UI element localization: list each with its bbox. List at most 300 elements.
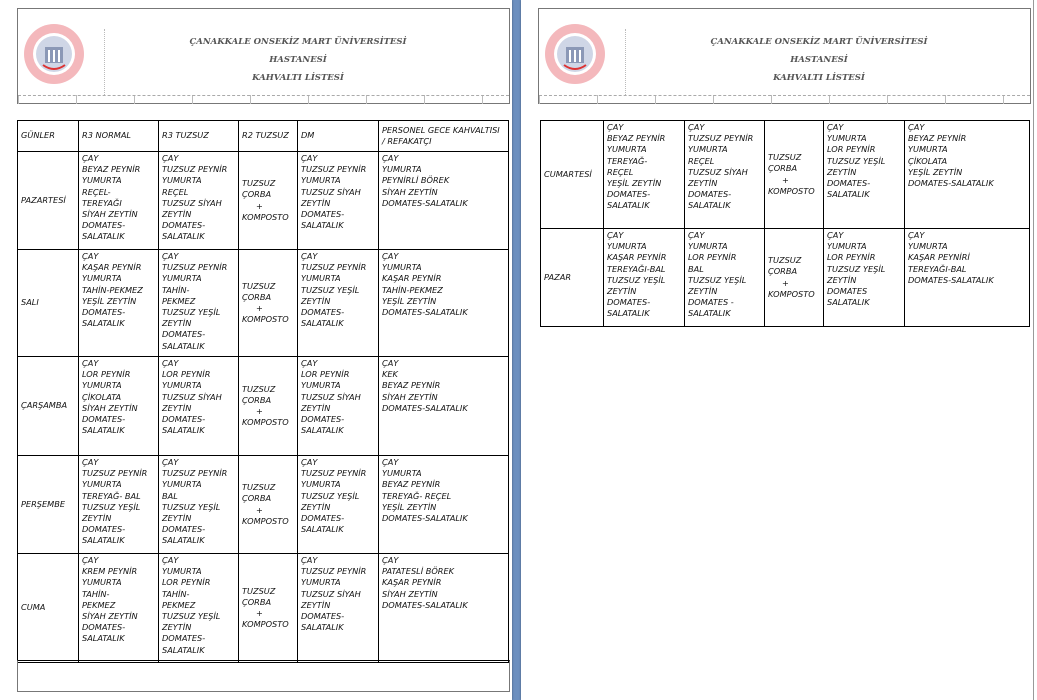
menu-item-line: YUMURTA bbox=[162, 566, 202, 577]
menu-item-line: ÇAY bbox=[382, 251, 399, 261]
col-header-dm: DM bbox=[298, 121, 379, 152]
personel-cell bbox=[379, 456, 509, 554]
r3-normal-cell bbox=[79, 456, 159, 554]
table-row bbox=[18, 152, 509, 250]
menu-item-line: TUZSUZ YEŞİL bbox=[82, 501, 141, 512]
menu-item-line: DOMATES- bbox=[82, 622, 126, 633]
menu-item-line: ZEYTİN bbox=[301, 599, 331, 610]
menu-item-line: ZEYTİN bbox=[162, 318, 192, 329]
day-cell: CUMARTESİ bbox=[541, 121, 604, 229]
page-header bbox=[538, 8, 1031, 104]
menu-item-line: ÇİKOLATA bbox=[908, 155, 948, 166]
menu-item-line: ZEYTİN bbox=[162, 402, 192, 413]
menu-item-line: DOMATES- bbox=[82, 524, 126, 535]
menu-item-line: SALATALIK bbox=[82, 318, 125, 329]
menu-item-line: BEYAZ PEYNİR bbox=[908, 133, 967, 144]
menu-item-line: YUMURTA bbox=[382, 164, 422, 175]
dm-cell bbox=[298, 152, 379, 250]
menu-item-line: SALATALIK bbox=[162, 644, 205, 655]
day-cell: CUMA bbox=[18, 554, 79, 663]
menu-item-line: ÇAY bbox=[688, 122, 705, 132]
menu-item-line: TUZSUZ YEŞİL bbox=[607, 274, 666, 285]
menu-item-line: BEYAZ PEYNİR bbox=[382, 380, 441, 391]
menu-item-line: ZEYTİN bbox=[301, 295, 331, 306]
menu-item-line: YUMURTA bbox=[827, 241, 867, 252]
menu-item-line: SİYAH ZEYTİN bbox=[382, 588, 438, 599]
menu-item-line: SALATALIK bbox=[162, 340, 205, 351]
menu-item-line: ZEYTİN bbox=[301, 197, 331, 208]
menu-item-line: ZEYTİN bbox=[162, 513, 192, 524]
r2-tuzsuz-cell bbox=[239, 456, 298, 554]
menu-item-line: ÇAY bbox=[162, 251, 179, 261]
menu-item-line: REÇEL- bbox=[82, 186, 111, 197]
menu-item-line: DOMATES bbox=[827, 286, 868, 297]
r3-tuzsuz-cell bbox=[159, 456, 239, 554]
r2-tuzsuz-cell bbox=[239, 357, 298, 456]
menu-item-line: YUMURTA bbox=[82, 175, 122, 186]
header-divider bbox=[625, 29, 626, 95]
menu-item-line: LOR PEYNİR bbox=[827, 252, 876, 263]
menu-item-line: DOMATES- bbox=[301, 611, 345, 622]
menu-item-line: DOMATES- bbox=[162, 633, 206, 644]
menu-item-line: TUZSUZ PEYNİR bbox=[301, 164, 367, 175]
menu-item-line: KOMPOSTO bbox=[242, 211, 289, 222]
menu-item-line: ÇAY bbox=[382, 457, 399, 467]
menu-item-line: ÇORBA bbox=[768, 163, 798, 174]
col-header-days: GÜNLER bbox=[18, 121, 79, 152]
col-header-r3-normal: R3 NORMAL bbox=[79, 121, 159, 152]
menu-item-line: YUMURTA bbox=[908, 241, 948, 252]
menu-item-line: TEREYAĞI-BAL bbox=[908, 263, 967, 274]
menu-item-line: YUMURTA bbox=[382, 468, 422, 479]
menu-item-line: TUZSUZ bbox=[242, 482, 276, 493]
menu-item-line: + bbox=[256, 200, 263, 211]
menu-item-line: DOMATES- bbox=[607, 189, 651, 200]
menu-item-line: ÇAY bbox=[688, 230, 705, 240]
menu-item-line: KOMPOSTO bbox=[242, 314, 289, 325]
menu-item-line: ZEYTİN bbox=[688, 286, 718, 297]
menu-item-line: LOR PEYNİR bbox=[688, 252, 737, 263]
menu-item-line: KOMPOSTO bbox=[242, 417, 289, 428]
menu-item-line: KOMPOSTO bbox=[242, 619, 289, 630]
menu-item-line: ÇAY bbox=[382, 555, 399, 565]
menu-item-line: BAL bbox=[162, 490, 178, 501]
menu-item-line: ÇAY bbox=[301, 555, 318, 565]
r3-tuzsuz-cell bbox=[685, 121, 765, 229]
menu-item-line: ÇAY bbox=[827, 230, 844, 240]
menu-item-line: TUZSUZ YEŞİL bbox=[162, 611, 221, 622]
menu-item-line: TUZSUZ YEŞİL bbox=[162, 307, 221, 318]
header-university: ÇANAKKALE ONSEKİZ MART ÜNİVERSİTESİ bbox=[189, 37, 407, 47]
menu-item-line: TAHİN-PEKMEZ bbox=[382, 284, 443, 295]
menu-item-line: YUMURTA bbox=[908, 144, 948, 155]
document-page-2 bbox=[521, 0, 1037, 700]
menu-item-line: SALATALIK bbox=[82, 425, 125, 436]
menu-item-line: YUMURTA bbox=[301, 175, 341, 186]
menu-item-line: DOMATES- bbox=[301, 307, 345, 318]
menu-item-line: TUZSUZ SİYAH bbox=[162, 197, 222, 208]
menu-item-line: ÇİKOLATA bbox=[82, 391, 122, 402]
menu-item-line: + bbox=[256, 504, 263, 515]
r2-tuzsuz-cell bbox=[239, 152, 298, 250]
page-edge bbox=[1033, 0, 1034, 700]
menu-item-line: KEK bbox=[382, 369, 398, 380]
menu-item-line: BEYAZ PEYNİR bbox=[382, 479, 441, 490]
menu-item-line: TUZSUZ bbox=[242, 178, 276, 189]
menu-item-line: DOMATES- bbox=[301, 209, 345, 220]
menu-item-line: YUMURTA bbox=[82, 479, 122, 490]
r3-normal-cell bbox=[79, 152, 159, 250]
menu-item-line: TUZSUZ YEŞİL bbox=[688, 274, 747, 285]
r3-normal-cell bbox=[79, 250, 159, 357]
menu-item-line: TUZSUZ PEYNİR bbox=[301, 262, 367, 273]
menu-item-line: SALATALIK bbox=[82, 231, 125, 242]
menu-item-line: ÇAY bbox=[162, 153, 179, 163]
menu-item-line: DOMATES- bbox=[688, 189, 732, 200]
menu-item-line: SALATALIK bbox=[162, 425, 205, 436]
menu-item-line: TUZSUZ SİYAH bbox=[301, 186, 361, 197]
menu-item-line: TEREYAĞ- REÇEL bbox=[382, 490, 452, 501]
menu-item-line: KAŞAR PEYNİR bbox=[382, 273, 442, 284]
r3-normal-cell bbox=[604, 229, 685, 327]
menu-item-line: ÇAY bbox=[162, 358, 179, 368]
menu-item-line: DOMATES-SALATALIK bbox=[382, 307, 468, 318]
menu-item-line: ZEYTİN bbox=[688, 178, 718, 189]
menu-item-line: SALATALIK bbox=[301, 220, 344, 231]
menu-item-line: ÇAY bbox=[162, 457, 179, 467]
menu-item-line: TUZSUZ YEŞİL bbox=[301, 284, 360, 295]
menu-item-line: DOMATES- bbox=[162, 220, 206, 231]
r3-tuzsuz-cell bbox=[159, 250, 239, 357]
r3-normal-cell bbox=[79, 554, 159, 663]
menu-item-line: ÇAY bbox=[162, 555, 179, 565]
menu-item-line: LOR PEYNİR bbox=[301, 369, 350, 380]
menu-item-line: YUMURTA bbox=[607, 241, 647, 252]
menu-item-line: YUMURTA bbox=[688, 144, 728, 155]
menu-item-line: TUZSUZ PEYNİR bbox=[301, 468, 367, 479]
menu-item-line: DOMATES-SALATALIK bbox=[908, 274, 994, 285]
menu-item-line: TUZSUZ YEŞİL bbox=[301, 490, 360, 501]
header-title bbox=[148, 33, 448, 87]
menu-item-line: + bbox=[256, 303, 263, 313]
menu-item-line: DOMATES- bbox=[301, 414, 345, 425]
menu-item-line: TUZSUZ SİYAH bbox=[301, 391, 361, 402]
header-list-title: KAHVALTI LİSTESİ bbox=[252, 73, 344, 83]
menu-item-line: KAŞAR PEYNİR bbox=[382, 577, 442, 588]
menu-item-line: DOMATES-SALATALIK bbox=[382, 402, 468, 413]
menu-item-line: YUMURTA bbox=[162, 273, 202, 284]
dm-cell bbox=[298, 250, 379, 357]
menu-item-line: TEREYAĞ- bbox=[607, 155, 648, 166]
r3-normal-cell bbox=[79, 357, 159, 456]
breakfast-table bbox=[17, 120, 509, 663]
menu-item-line: YUMURTA bbox=[82, 273, 122, 284]
menu-item-line: YEŞİL ZEYTİN bbox=[382, 501, 437, 512]
menu-item-line: ÇAY bbox=[82, 358, 99, 368]
r2-tuzsuz-cell bbox=[239, 554, 298, 663]
document-page-1 bbox=[0, 0, 512, 700]
menu-item-line: SALATALIK bbox=[162, 535, 205, 546]
menu-item-line: TUZSUZ SİYAH bbox=[162, 391, 222, 402]
menu-item-line: YEŞİL ZEYTİN bbox=[382, 295, 437, 306]
dm-cell bbox=[298, 456, 379, 554]
day-cell: PAZARTESİ bbox=[18, 152, 79, 250]
menu-item-line: ZEYTİN bbox=[162, 209, 192, 220]
menu-item-line: KOMPOSTO bbox=[768, 185, 815, 196]
menu-item-line: SALATALIK bbox=[301, 318, 344, 329]
header-list-title: KAHVALTI LİSTESİ bbox=[773, 73, 865, 83]
menu-item-line: TUZSUZ YEŞİL bbox=[162, 501, 221, 512]
menu-item-line: SALATALIK bbox=[827, 189, 870, 200]
page-footer-box bbox=[17, 660, 510, 692]
menu-item-line: TEREYAĞI bbox=[82, 197, 122, 208]
day-cell: SALI bbox=[18, 250, 79, 357]
menu-item-line: SALATALIK bbox=[607, 308, 650, 319]
menu-item-line: SALATALIK bbox=[301, 622, 344, 633]
r3-tuzsuz-cell bbox=[685, 229, 765, 327]
menu-item-line: SALATALIK bbox=[82, 535, 125, 546]
menu-item-line: ÇAY bbox=[301, 153, 318, 163]
menu-item-line: SALATALIK bbox=[301, 524, 344, 535]
menu-item-line: + bbox=[256, 608, 263, 618]
menu-item-line: LOR PEYNİR bbox=[82, 369, 131, 380]
menu-item-line: KOMPOSTO bbox=[768, 288, 815, 299]
menu-item-line: SİYAH ZEYTİN bbox=[82, 209, 138, 220]
menu-item-line: DOMATES- bbox=[162, 329, 206, 340]
university-logo bbox=[23, 23, 85, 85]
personel-cell bbox=[905, 229, 1030, 327]
menu-item-line: YEŞİL ZEYTİN bbox=[82, 295, 137, 306]
r3-normal-cell bbox=[604, 121, 685, 229]
day-cell: PAZAR bbox=[541, 229, 604, 327]
menu-item-line: ÇAY bbox=[301, 251, 318, 261]
menu-item-line: SİYAH ZEYTİN bbox=[382, 391, 438, 402]
menu-item-line: TEREYAĞI-BAL bbox=[607, 263, 666, 274]
page-header bbox=[17, 8, 510, 104]
menu-item-line: PEKMEZ bbox=[162, 295, 196, 306]
menu-item-line: TEREYAĞ- BAL bbox=[82, 490, 141, 501]
menu-item-line: YUMURTA bbox=[82, 577, 122, 588]
menu-item-line: ÇAY bbox=[382, 358, 399, 368]
menu-item-line: DOMATES-SALATALIK bbox=[382, 513, 468, 524]
menu-item-line: ÇAY bbox=[607, 122, 624, 132]
menu-item-line: YUMURTA bbox=[162, 175, 202, 186]
menu-item-line: DOMATES - bbox=[688, 297, 734, 308]
menu-item-line: SALATALIK bbox=[688, 308, 731, 319]
menu-item-line: TUZSUZ PEYNİR bbox=[162, 262, 228, 273]
menu-item-line: KOMPOSTO bbox=[242, 515, 289, 526]
menu-item-line: + bbox=[256, 406, 263, 416]
menu-item-line: ÇAY bbox=[301, 358, 318, 368]
menu-item-line: ZEYTİN bbox=[827, 166, 857, 177]
menu-item-line: PATATESLİ BÖREK bbox=[382, 566, 455, 577]
menu-item-line: TUZSUZ YEŞİL bbox=[827, 155, 886, 166]
r3-tuzsuz-cell bbox=[159, 357, 239, 456]
menu-item-line: ÇAY bbox=[82, 251, 99, 261]
personel-cell bbox=[379, 250, 509, 357]
menu-item-line: SALATALIK bbox=[827, 297, 870, 308]
menu-item-line: REÇEL bbox=[607, 166, 634, 177]
menu-item-line: DOMATES- bbox=[301, 513, 345, 524]
menu-item-line: YUMURTA bbox=[301, 273, 341, 284]
menu-item-line: + bbox=[782, 174, 789, 185]
menu-item-line: ÇORBA bbox=[768, 266, 798, 277]
menu-item-line: BEYAZ PEYNİR bbox=[607, 133, 666, 144]
menu-item-line: TUZSUZ bbox=[242, 383, 276, 394]
menu-item-line: ÇAY bbox=[82, 153, 99, 163]
menu-item-line: TUZSUZ PEYNİR bbox=[162, 468, 228, 479]
menu-item-line: YUMURTA bbox=[301, 380, 341, 391]
menu-item-line: SALATALIK bbox=[688, 200, 731, 211]
ruler-line bbox=[18, 95, 509, 104]
menu-item-line: DOMATES- bbox=[82, 220, 126, 231]
menu-item-line: ZEYTİN bbox=[301, 501, 331, 512]
personel-cell bbox=[379, 554, 509, 663]
menu-item-line: PEKMEZ bbox=[82, 599, 116, 610]
menu-item-line: ÇORBA bbox=[242, 189, 272, 200]
menu-item-line: ÇORBA bbox=[242, 596, 272, 607]
menu-item-line: TAHİN- bbox=[162, 588, 190, 599]
header-hospital: HASTANESİ bbox=[790, 55, 848, 65]
menu-item-line: YEŞİL ZEYTİN bbox=[908, 166, 963, 177]
menu-item-line: LOR PEYNİR bbox=[162, 369, 211, 380]
header-hospital: HASTANESİ bbox=[269, 55, 327, 65]
header-university: ÇANAKKALE ONSEKİZ MART ÜNİVERSİTESİ bbox=[710, 37, 928, 47]
menu-item-line: ÇAY bbox=[827, 122, 844, 132]
menu-item-line: ÇAY bbox=[908, 230, 925, 240]
menu-item-line: ZEYTİN bbox=[301, 402, 331, 413]
menu-item-line: KAŞAR PEYNİR bbox=[607, 252, 667, 263]
header-title bbox=[669, 33, 969, 87]
menu-item-line: YUMURTA bbox=[301, 577, 341, 588]
menu-item-line: ZEYTİN bbox=[82, 513, 112, 524]
menu-item-line: TUZSUZ YEŞİL bbox=[827, 263, 886, 274]
menu-item-line: TUZSUZ bbox=[242, 280, 276, 291]
header-divider bbox=[104, 29, 105, 95]
menu-item-line: TUZSUZ bbox=[768, 152, 802, 163]
table-row bbox=[541, 121, 1030, 229]
menu-item-line: KAŞAR PEYNİRİ bbox=[908, 252, 970, 263]
col-header-r2-tuzsuz: R2 TUZSUZ bbox=[239, 121, 298, 152]
r3-tuzsuz-cell bbox=[159, 152, 239, 250]
university-logo bbox=[544, 23, 606, 85]
menu-item-line: TUZSUZ bbox=[768, 255, 802, 266]
menu-item-line: YUMURTA bbox=[688, 241, 728, 252]
table-row bbox=[18, 554, 509, 663]
table-header-row bbox=[18, 121, 509, 152]
menu-item-line: DOMATES- bbox=[162, 414, 206, 425]
menu-item-line: KREM PEYNİR bbox=[82, 566, 138, 577]
menu-item-line: ÇAY bbox=[82, 555, 99, 565]
menu-item-line: DOMATES-SALATALIK bbox=[382, 599, 468, 610]
menu-item-line: YUMURTA bbox=[82, 380, 122, 391]
menu-item-line: YUMURTA bbox=[162, 380, 202, 391]
menu-item-line: YUMURTA bbox=[301, 479, 341, 490]
menu-item-line: SİYAH ZEYTİN bbox=[382, 186, 438, 197]
menu-item-line: ZEYTİN bbox=[162, 622, 192, 633]
menu-item-line: TUZSUZ SİYAH bbox=[301, 588, 361, 599]
menu-item-line: TAHİN- bbox=[82, 588, 110, 599]
menu-item-line: TUZSUZ PEYNİR bbox=[301, 566, 367, 577]
menu-item-line: ÇAY bbox=[301, 457, 318, 467]
ruler-line bbox=[539, 95, 1030, 104]
dm-cell bbox=[298, 357, 379, 456]
menu-item-line: PEKMEZ bbox=[162, 599, 196, 610]
menu-item-line: TAHİN- bbox=[162, 284, 190, 295]
r2-tuzsuz-cell bbox=[239, 250, 298, 357]
menu-item-line: BAL bbox=[688, 263, 704, 274]
menu-item-line: DOMATES-SALATALIK bbox=[382, 197, 468, 208]
menu-item-line: KAŞAR PEYNİR bbox=[82, 262, 142, 273]
menu-item-line: DOMATES- bbox=[162, 524, 206, 535]
dm-cell bbox=[824, 121, 905, 229]
menu-item-line: PEYNİRLİ BÖREK bbox=[382, 175, 450, 186]
menu-item-line: ÇORBA bbox=[242, 291, 272, 302]
menu-item-line: DOMATES- bbox=[607, 297, 651, 308]
menu-item-line: ZEYTİN bbox=[607, 286, 637, 297]
menu-item-line: ZEYTİN bbox=[827, 274, 857, 285]
menu-item-line: ÇAY bbox=[382, 153, 399, 163]
menu-item-line: YUMURTA bbox=[607, 144, 647, 155]
table-row bbox=[18, 250, 509, 357]
col-header-personel: PERSONEL GECE KAHVALTISI / REFAKATÇI bbox=[379, 121, 509, 152]
menu-item-line: DOMATES- bbox=[82, 414, 126, 425]
table-row bbox=[18, 456, 509, 554]
menu-item-line: DOMATES- bbox=[82, 307, 126, 318]
menu-item-line: ÇORBA bbox=[242, 394, 272, 405]
menu-item-line: SİYAH ZEYTİN bbox=[82, 611, 138, 622]
dm-cell bbox=[298, 554, 379, 663]
menu-item-line: + bbox=[782, 277, 789, 288]
menu-item-line: TUZSUZ PEYNİR bbox=[82, 468, 148, 479]
menu-item-line: REÇEL bbox=[688, 155, 715, 166]
col-header-r3-tuzsuz: R3 TUZSUZ bbox=[159, 121, 239, 152]
menu-item-line: TUZSUZ PEYNİR bbox=[162, 164, 228, 175]
menu-item-line: TAHİN-PEKMEZ bbox=[82, 284, 143, 295]
menu-item-line: LOR PEYNİR bbox=[827, 144, 876, 155]
menu-item-line: YUMURTA bbox=[162, 479, 202, 490]
menu-item-line: DOMATES-SALATALIK bbox=[908, 178, 994, 189]
menu-item-line: YUMURTA bbox=[827, 133, 867, 144]
menu-item-line: TUZSUZ PEYNİR bbox=[688, 133, 754, 144]
menu-item-line: SİYAH ZEYTİN bbox=[82, 402, 138, 413]
day-cell: ÇARŞAMBA bbox=[18, 357, 79, 456]
r2-tuzsuz-cell bbox=[765, 229, 824, 327]
menu-item-line: YEŞİL ZEYTİN bbox=[607, 178, 662, 189]
dm-cell bbox=[824, 229, 905, 327]
personel-cell bbox=[379, 152, 509, 250]
menu-item-line: ÇAY bbox=[908, 122, 925, 132]
menu-item-line: LOR PEYNİR bbox=[162, 577, 211, 588]
r3-tuzsuz-cell bbox=[159, 554, 239, 663]
table-row bbox=[18, 357, 509, 456]
personel-cell bbox=[379, 357, 509, 456]
r2-tuzsuz-cell bbox=[765, 121, 824, 229]
table-row bbox=[541, 229, 1030, 327]
menu-item-line: DOMATES- bbox=[827, 178, 871, 189]
menu-item-line: BEYAZ PEYNİR bbox=[82, 164, 141, 175]
menu-item-line: SALATALIK bbox=[301, 425, 344, 436]
menu-item-line: SALATALIK bbox=[162, 231, 205, 242]
breakfast-table-weekend bbox=[540, 120, 1030, 327]
menu-item-line: SALATALIK bbox=[607, 200, 650, 211]
menu-item-line: ÇAY bbox=[82, 457, 99, 467]
menu-item-line: TUZSUZ SİYAH bbox=[688, 166, 748, 177]
menu-item-line: YUMURTA bbox=[382, 262, 422, 273]
menu-item-line: TUZSUZ bbox=[242, 585, 276, 596]
menu-item-line: ÇORBA bbox=[242, 493, 272, 504]
menu-item-line: ÇAY bbox=[607, 230, 624, 240]
